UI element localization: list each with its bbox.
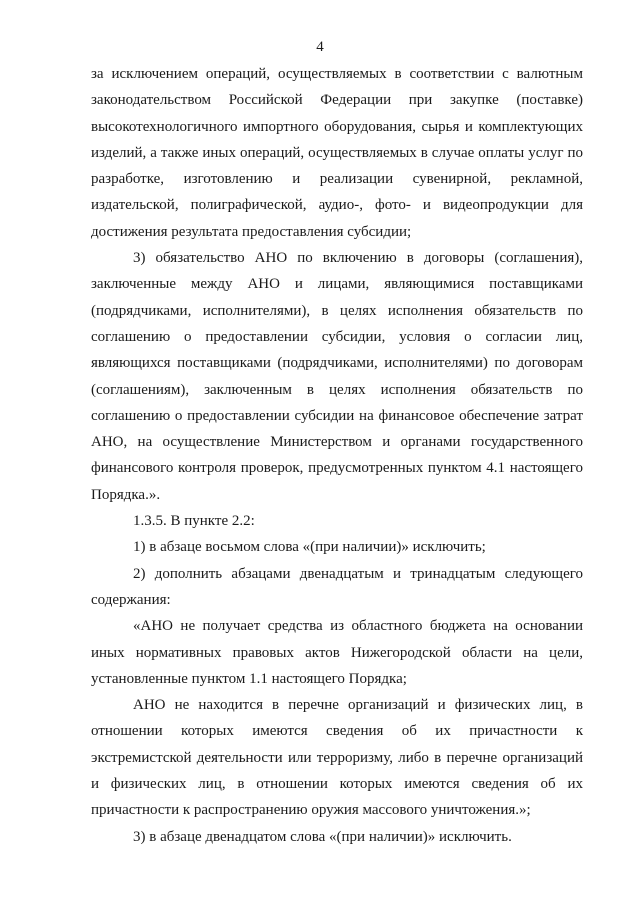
- paragraph-item-3-obligation: 3) обязательство АНО по включению в договоры (соглашения), заключенные между АНО и лицами, являющимися поставщиками (подрядчиками, исполнителями), в целях исполнения обязательств по соглашению о предоставлении субсидии, условия о согласии лиц, являющихся поставщиками (подрядчиками, исполнителями) по договорам (соглашениям), заключенным в целях исполнения обязательств по соглашению о предоставлении субсидии на финансовое обеспечение затрат АНО, на осуществление Министерством и органами государственного финансового контроля проверок, предусмотренных пунктом 4.1 настоящего Порядка.».: [91, 250, 583, 503]
- paragraph-quote-ano-not-receiving: «АНО не получает средства из областного бюджета на основании иных нормативных правовых актов Нижегородской области на цели, установленные пунктом 1.1 настоящего Порядка;: [91, 618, 583, 687]
- page-number: 4: [316, 39, 324, 55]
- document-body: [91, 61, 583, 850]
- paragraph-clause-item-2: 2) дополнить абзацами двенадцатым и тринадцатым следующего содержания:: [91, 565, 583, 608]
- paragraph-continuation-exclusion: за исключением операций, осуществляемых в соответствии с валютным законодательством Российской Федерации при закупке (поставке) высокотехнологичного импортного оборудования, сырья и комплектующих изделий, а также иных операций, осуществляемых в случае оплаты услуг по разработке, изготовлению и реализации сувенирной, рекламной, издательской, полиграфической, аудио-, фото- и видеопродукции для достижения результата предоставления субсидии;: [91, 66, 583, 240]
- paragraph-clause-1-3-5: 1.3.5. В пункте 2.2:: [133, 513, 255, 530]
- paragraph-clause-item-1: 1) в абзаце восьмом слова «(при наличии)» исключить;: [133, 539, 486, 556]
- paragraph-clause-item-3: 3) в абзаце двенадцатом слова «(при наличии)» исключить.: [133, 828, 512, 845]
- paragraph-quote-ano-not-listed: АНО не находится в перечне организаций и физических лиц, в отношении которых имеются сведения об их причастности к экстремистской деятельности или терроризму, либо в перечне организаций и физических лиц, в отношении которых имеются сведения об их причастности к распространению оружия массового уничтожения.»;: [91, 697, 583, 819]
